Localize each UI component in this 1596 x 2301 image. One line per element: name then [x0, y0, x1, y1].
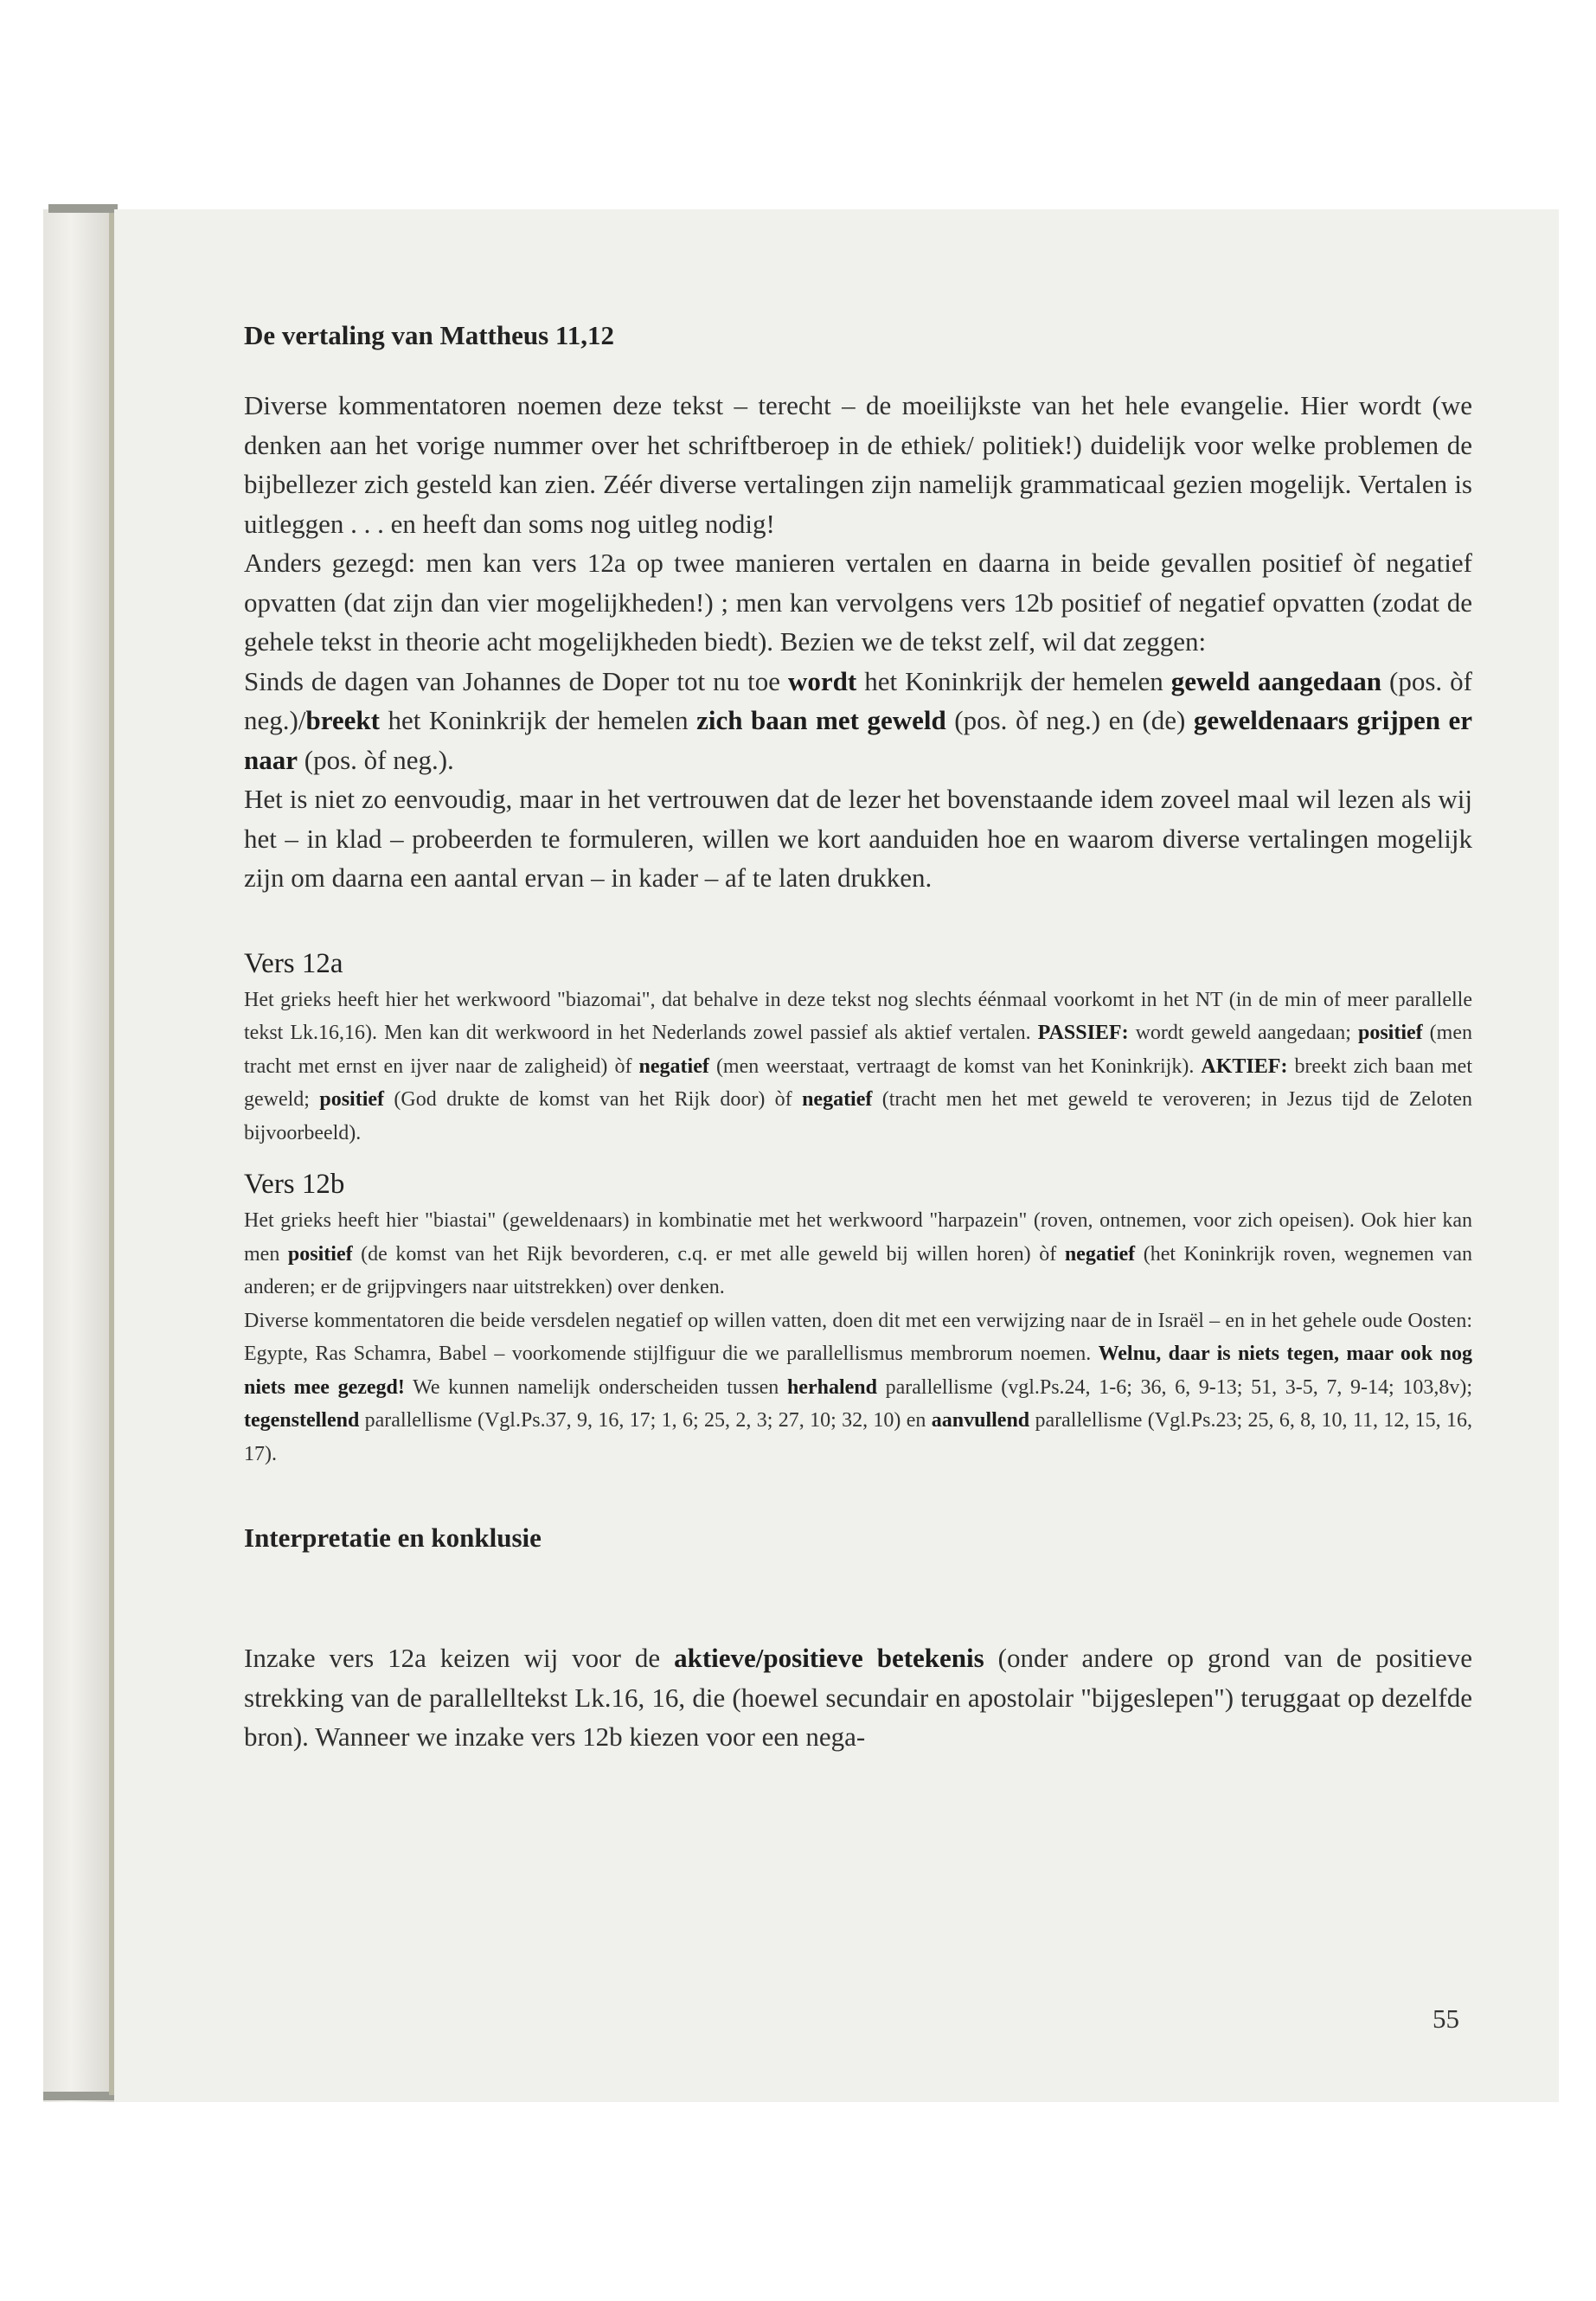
paragraph-approach: Het is niet zo eenvoudig, maar in het vertrouwen dat de lezer het bovenstaande idem zoveel maal wil lezen als wij het – in klad – probeerden te formuleren, willen we kort aanduiden hoe en waarom diverse vertalingen mogelijk zijn om daarna een aantal ervan – in kader – af te laten drukken. [244, 784, 1472, 893]
paragraph-intro: Diverse kommentatoren noemen deze tekst – terecht – de moeilijkste van het hele evangelie. Hier wordt (we denken aan het vorige nummer over het schriftberoep in de ethiek/ politiek!) duidelijk voor welke problemen de bijbellezer zich gesteld kan zien. Zéér diverse vertalingen zijn namelijk grammaticaal gezien mogelijk. Vertalen is uitleggen . . . en heeft dan soms nog uitleg nodig! [244, 390, 1472, 539]
paragraph-parallellismus: Diverse kommentatoren die beide versdelen negatief op willen vatten, doen dit met een verwijzing naar de in Israël – en in het gehele oude Oosten: Egypte, Ras Schamra, Babel – voorkomende stijlfiguur die we parallellismus membrorum noemen. Welnu, daar is niets tegen, maar ook nog niets mee gezegd! We kunnen namelijk onderscheiden tussen herhalend parallellisme (vgl.Ps.24, 1-6; 36, 6, 9-13; 51, 3-5, 7, 9-14; 103,8v); tegenstellend parallellisme (Vgl.Ps.37, 9, 16, 17; 1, 6; 25, 2, 3; 27, 10; 32, 10) en aanvullend parallellisme (Vgl.Ps.23; 25, 6, 8, 10, 11, 12, 15, 16, 17). [244, 1309, 1472, 1465]
section-heading-vers-12b: Vers 12b [244, 1169, 345, 1200]
section-gap [244, 1554, 1472, 1638]
paragraph-conclusion: Inzake vers 12a keizen wij voor de aktieve/positieve betekenis (onder andere op grond van de positieve strekking van de parallelltekst Lk.16, 16, die (hoewel secundair en apostolair "bijgeslepen") teruggaat op dezelfde bron). Wanneer we inzake vers 12b kiezen voor een nega- [244, 1643, 1472, 1752]
spine-bottom-band [43, 2092, 119, 2100]
paragraph-vers-12b: Het grieks heeft hier "biastai" (geweldenaars) in kombinatie met het werkwoord "harpazein" (roven, ontnemen, voor zich opeisen). Ook hier kan men positief (de komst van het Rijk bevorderen, c.q. er met alle geweld bij willen horen) òf negatief (het Koninkrijk roven, wegnemen van anderen; er de grijpvingers naar uitstrekken) over denken. [244, 1209, 1472, 1298]
book-spine [43, 209, 114, 2102]
page-number: 55 [1433, 2003, 1459, 2034]
paragraph-translation-variants: Sinds de dagen van Johannes de Doper tot nu toe wordt het Koninkrijk der hemelen geweld aangedaan (pos. òf neg.)/breekt het Koninkrijk der hemelen zich baan met geweld (pos. òf neg.) en (de) geweldenaars grijpen er naar (pos. òf neg.). [244, 665, 1472, 775]
section-heading-vers-12a: Vers 12a [244, 947, 343, 979]
page-content [244, 320, 1472, 1757]
page-title: De vertaling van Mattheus 11,12 [244, 320, 614, 350]
section-heading-conclusion: Interpretatie en konklusie [244, 1522, 542, 1553]
paragraph-vers-12a: Het grieks heeft hier het werkwoord "biazomai", dat behalve in deze tekst nog slechts éénmaal voorkomt in het NT (in de min of meer parallelle tekst Lk.16,16). Men kan dit werkwoord in het Nederlands zowel passief als aktief vertalen. PASSIEF: wordt geweld aangedaan; positief (men tracht met ernst en ijver naar de zaligheid) òf negatief (men weerstaat, vertraagt de komst van het Koninkrijk). AKTIEF: breekt zich baan met geweld; positief (God drukte de komst van het Rijk door) òf negatief (tracht men het met geweld te veroveren; in Jezus tijd de Zeloten bijvoorbeeld). [244, 988, 1472, 1144]
paragraph-possibilities: Anders gezegd: men kan vers 12a op twee manieren vertalen en daarna in beide gevallen positief òf negatief opvatten (dat zijn dan vier mogelijkheden!) ; men kan vervolgens vers 12b positief of negatief opvatten (zodat de gehele tekst in theorie acht mogelijkheden biedt). Bezien we de tekst zelf, wil dat zeggen: [244, 548, 1472, 657]
spine-top-band [48, 204, 118, 213]
